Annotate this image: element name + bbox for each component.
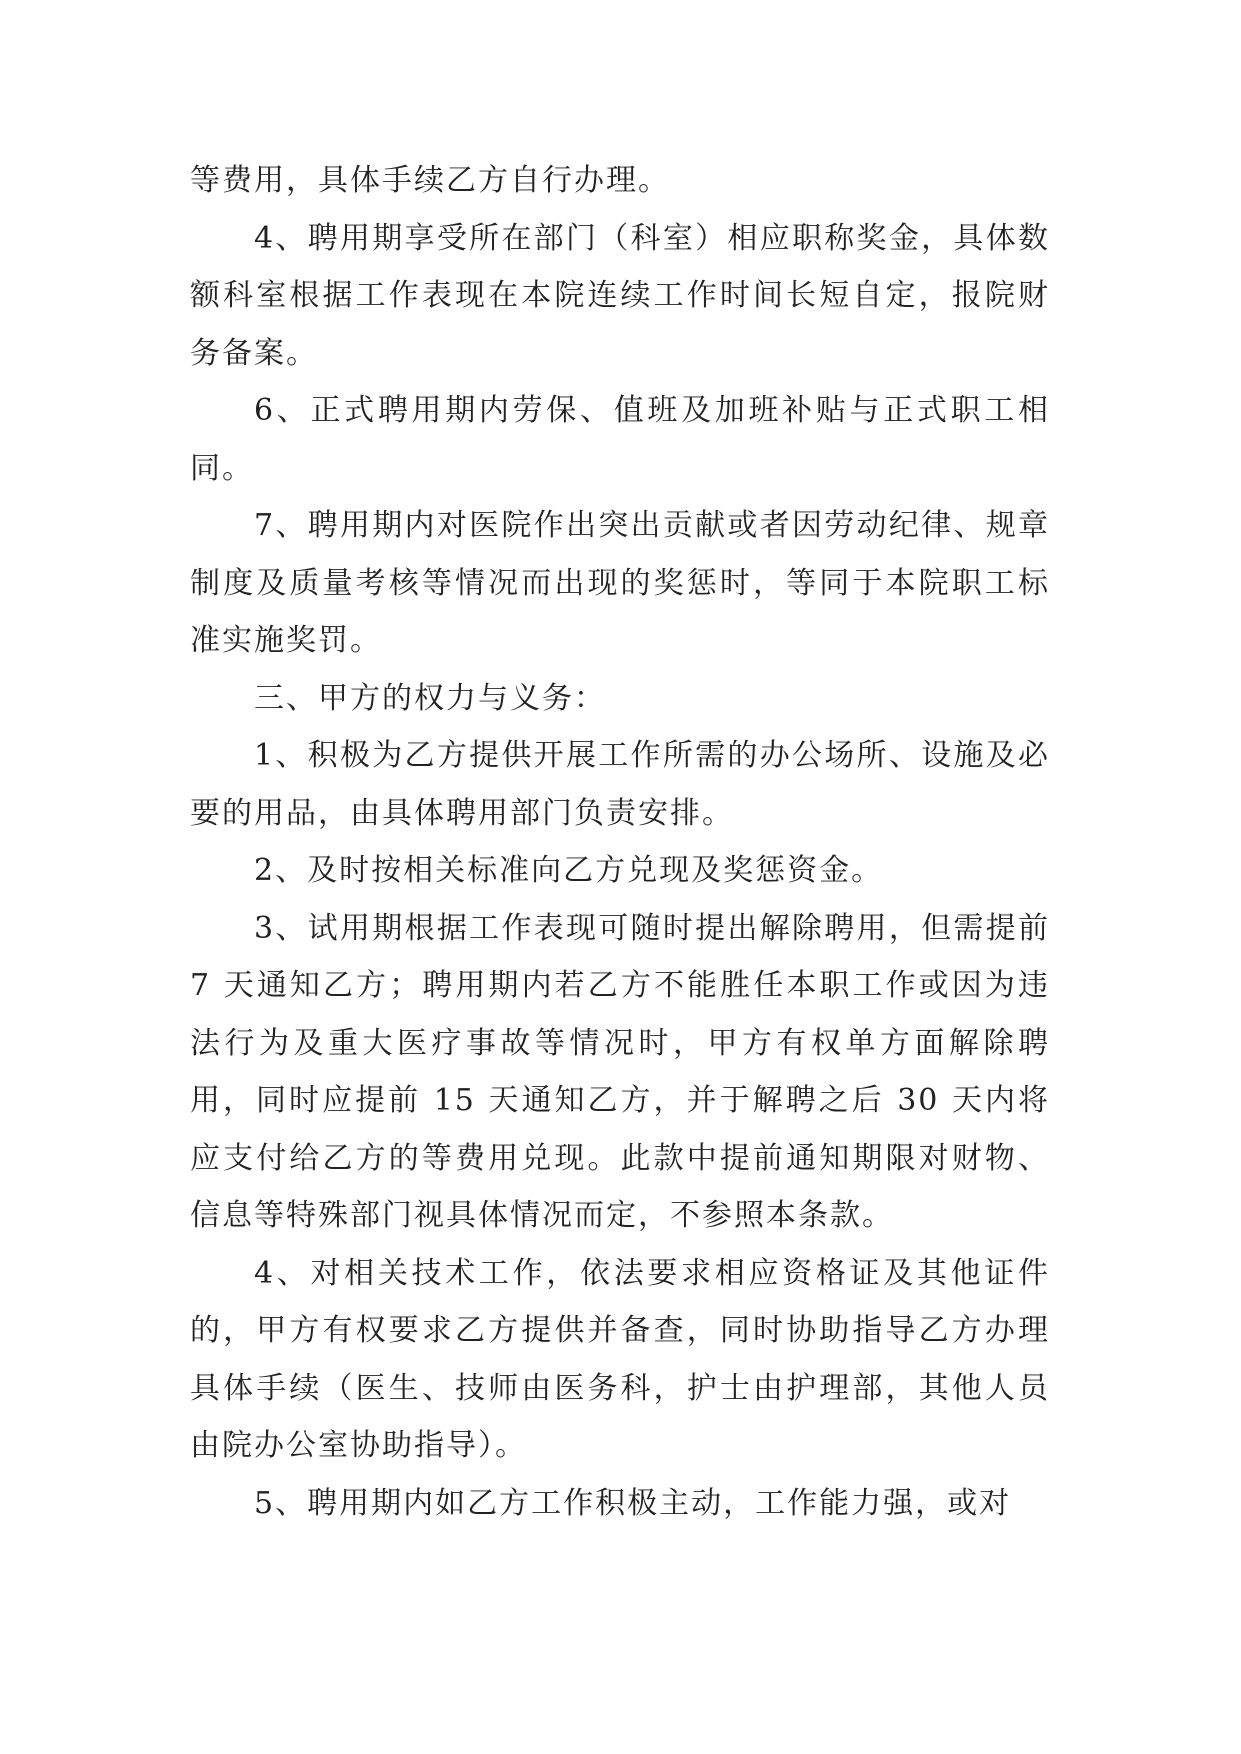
paragraph-clause-4-certificates: 4、对相关技术工作，依法要求相应资格证及其他证件的，甲方有权要求乙方提供并备查，同时协助指导乙方办理具体手续（医生、技师由医务科，护士由护理部，其他人员由院办公室协助指导）。 — [190, 1255, 1050, 1463]
paragraph-clause-7-rewards: 7、聘用期内对医院作出突出贡献或者因劳动纪律、规章制度及质量考核等情况而出现的奖惩时，等同于本院职工标准实施奖罚。 — [190, 508, 1050, 658]
paragraph-clause-3-termination: 3、试用期根据工作表现可随时提出解除聘用，但需提前 7 天通知乙方；聘用期内若乙方不能胜任本职工作或因为违法行为及重大医疗事故等情况时，甲方有权单方面解除聘用，同时应提前 15 天通知乙方，并于解聘之后 30 天内将应支付给乙方的等费用兑现。此款中提前通知期限对财物、信息等特殊部门视具体情况而定，不参照本条款。 — [190, 910, 1050, 1233]
paragraph-clause-4-bonus: 4、聘用期享受所在部门（科室）相应职称奖金，具体数额科室根据工作表现在本院连续工作时间长短自定，报院财务备案。 — [190, 220, 1050, 371]
paragraph-clause-5-performance: 5、聘用期内如乙方工作积极主动，工作能力强，或对 — [254, 1485, 1012, 1521]
paragraph-continuation: 等费用，具体手续乙方自行办理。 — [190, 163, 670, 198]
paragraph-clause-2-funds: 2、及时按相关标准向乙方兑现及奖惩资金。 — [254, 853, 884, 888]
paragraph-clause-1-office: 1、积极为乙方提供开展工作所需的办公场所、设施及必要的用品，由具体聘用部门负责安排。 — [190, 738, 1050, 831]
document-body — [190, 152, 1050, 1532]
section-heading-party-a-rights: 三、甲方的权力与义务： — [254, 680, 606, 716]
paragraph-clause-6-subsidy: 6、正式聘用期内劳保、值班及加班补贴与正式职工相同。 — [190, 393, 1050, 486]
